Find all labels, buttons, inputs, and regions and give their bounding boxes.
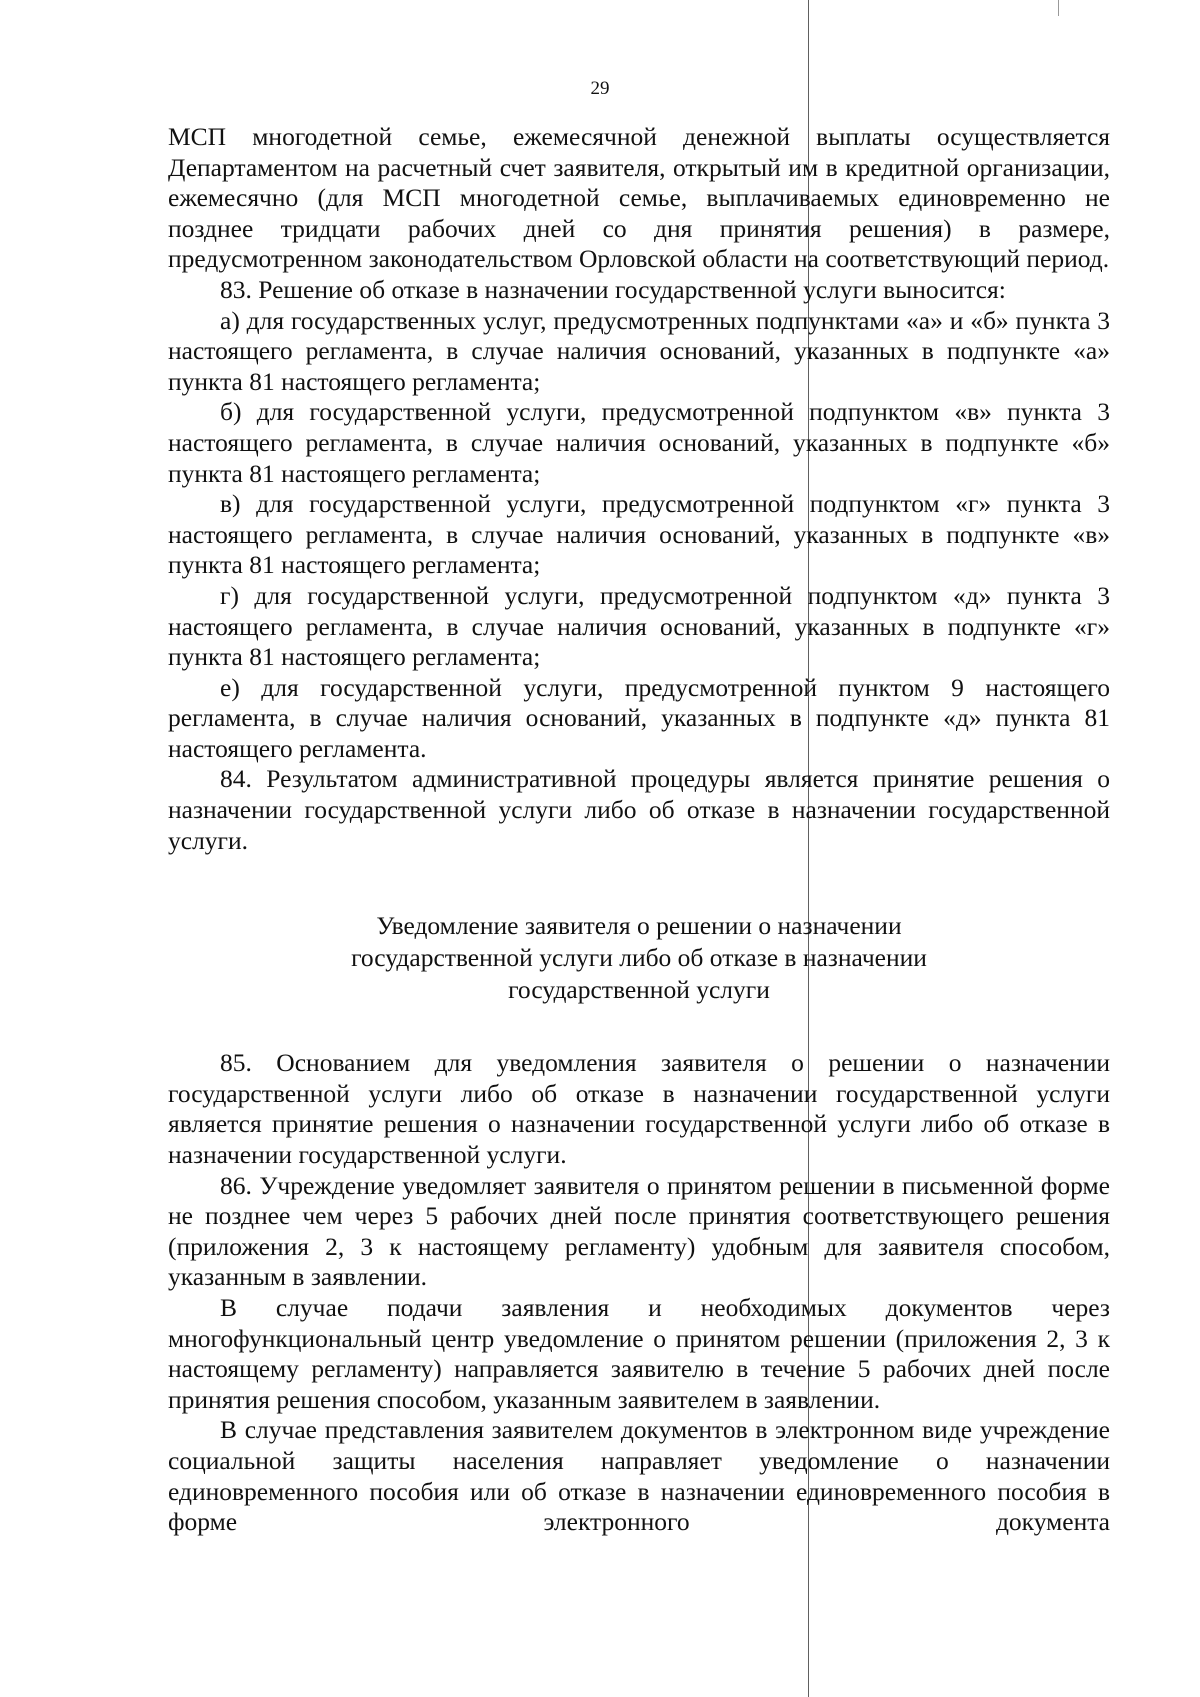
paragraph-83-e: е) для государственной услуги, предусмотренной пунктом 9 настоящего регламента, в случае наличия оснований, указанных в подпункте «д» пункта 81 настоящего регламента.: [168, 672, 1110, 763]
section-heading: [168, 910, 1110, 1006]
scan-edge-mark: [1058, 0, 1059, 16]
paragraph-83-v: в) для государственной услуги, предусмотренной подпунктом «г» пункта 3 настоящего регламента, в случае наличия оснований, указанных в подпункте «в» пункта 81 настоящего регламента;: [168, 489, 1110, 580]
paragraph-83: 83. Решение об отказе в назначении государственной услуги выносится:: [220, 274, 1006, 304]
paragraph-83-b: б) для государственной услуги, предусмотренной подпунктом «в» пункта 3 настоящего регламента, в случае наличия оснований, указанных в подпункте «б» пункта 81 настоящего регламента;: [168, 397, 1110, 488]
paragraph-continuation: МСП многодетной семье, ежемесячной денежной выплаты осуществляется Департаментом на расчетный счет заявителя, открытый им в кредитной организации, ежемесячно (для МСП многодетной семье, выплачиваемых единовременно не позднее тридцати рабочих дней со дня принятия решения) в размере, предусмотренном законодательством Орловской области на соответствующий период.: [168, 122, 1110, 274]
paragraph-83-a: а) для государственных услуг, предусмотренных подпунктами «а» и «б» пункта 3 настоящего регламента, в случае наличия оснований, указанных в подпункте «а» пункта 81 настоящего регламента;: [168, 305, 1110, 396]
document-body: [168, 122, 1110, 1538]
section-heading-line: Уведомление заявителя о решении о назначении: [376, 911, 902, 941]
paragraph-83-g: г) для государственной услуги, предусмотренной подпунктом «д» пункта 3 настоящего регламента, в случае наличия оснований, указанных в подпункте «г» пункта 81 настоящего регламента;: [168, 580, 1110, 672]
section-heading-line: государственной услуги либо об отказе в назначении: [351, 943, 927, 973]
page-number: 29: [590, 78, 610, 99]
paragraph-85: 85. Основанием для уведомления заявителя о решении о назначении государственной услуги либо об отказе в назначении государственной услуги является принятие решения о назначении государственной услуги либо об отказе в назначении государственной услуги.: [168, 1048, 1110, 1170]
paragraph-84: 84. Результатом административной процедуры является принятие решения о назначении государственной услуги либо об отказе в назначении государственной услуги.: [168, 764, 1110, 855]
paragraph-86-mfc: В случае подачи заявления и необходимых документов через многофункциональный центр уведомление о принятом решении (приложения 2, 3 к настоящему регламенту) направляется заявителю в течение 5 рабочих дней после принятия решения способом, указанным заявителем в заявлении.: [168, 1293, 1110, 1414]
section-heading-line: государственной услуги: [508, 975, 770, 1005]
paragraph-86-electronic: В случае представления заявителем документов в электронном виде учреждение социальной защиты населения направляет уведомление о назначении единовременного пособия или об отказе в назначении единовременного пособия в форме электронного документа: [168, 1415, 1110, 1537]
paragraph-86: 86. Учреждение уведомляет заявителя о принятом решении в письменной форме не позднее чем через 5 рабочих дней после принятия соответствующего решения (приложения 2, 3 к настоящему регламенту) удобным для заявителя способом, указанным в заявлении.: [168, 1170, 1110, 1292]
